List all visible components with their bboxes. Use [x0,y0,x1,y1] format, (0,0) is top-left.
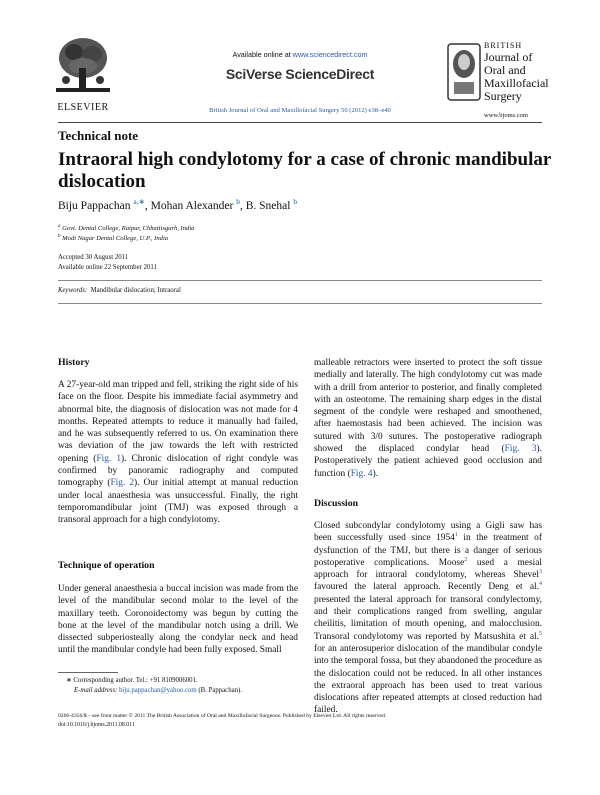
author-1: Biju Pappachan [58,200,131,212]
email-line: E-mail address: biju.pappachan@yahoo.com (B. Pappachan). [74,686,242,694]
affiliation-a: $^a$ Govt. Dental College, Raipur, Chhattisgarh, India [58,223,195,232]
sciencedirect-link[interactable]: www.sciencedirect.com [292,50,368,59]
keywords-bottom-rule [58,303,542,304]
affiliation-b: $^b$ Modi Nagar Dental College, U.P., India [58,233,169,242]
technique-body-col2: malleable retractors were inserted to protect the soft tissue medially and laterally. The high condylotomy cut was made with a drill from anterior to posterior, and finally completed with an osteotome. The remaining sharp edges in the distal segment of the condyle were reshaped and smoothened, after haemostasis had been achieved. The incision was sutured with 3/0 sutures. The postoperative radiograph showed the displaced condylar head (Fig. 3). Postoperatively the patient achieved good occlusion and function (Fig. 4). [314,358,542,479]
article-dates [58,253,157,272]
ref-2[interactable]: 2 [464,556,468,563]
header-divider [58,122,542,123]
ref-5[interactable]: 5 [539,630,542,637]
elsevier-wordmark: ELSEVIER [57,102,109,113]
technique-heading: Technique of operation [58,560,155,571]
journal-crest-icon [446,42,482,102]
accepted-date: Accepted 30 August 2011 [58,254,129,261]
doi-link[interactable]: doi:10.1016/j.bjoms.2011.08.011 [58,722,135,728]
keywords: Keywords: Mandibular dislocation; Intraoral [58,287,181,294]
online-date: Available online 22 September 2011 [58,263,157,271]
author-list: Biju Pappachan $^{a,∗}$, Mohan Alexander $^b$, B. Snehal $^b$ [58,197,298,212]
fig3-link[interactable]: Fig. 3 [504,444,537,455]
history-heading: History [58,357,90,368]
article-title: Intraoral high condylotomy for a case of chronic mandibular dislocation [58,149,551,192]
journal-citation[interactable]: British Journal of Oral and Maxillofacial Surgery 50 (2012) e38–e40 [209,107,391,114]
ref-3[interactable]: 3 [539,569,542,576]
corresponding-author: ∗ Corresponding author. Tel.: +91 8109006001. [66,677,198,684]
fig4-link[interactable]: Fig. 4 [350,468,373,479]
sciverse-logo: SciVerse ScienceDirect [225,66,375,82]
journal-title-block: BRITISH Journal of Oral and Maxillofacial Surgery [484,41,549,103]
ref-4[interactable]: 4 [539,581,542,588]
journal-logo [446,34,556,122]
ref-1[interactable]: 1 [454,532,458,539]
copyright-line: 0266-4356/$ – see front matter © 2011 The British Association of Oral and Maxillofacial Surgeons. Published by Elsevier Ltd. All rights reserved. [58,713,387,719]
email-link[interactable]: biju.pappachan@yahoo.com [119,686,197,694]
footnote [66,676,242,695]
available-online: Available online at www.sciencedirect.com [232,50,368,59]
article-type: Technical note [58,128,139,143]
fig2-link[interactable]: Fig. 2 [110,478,135,489]
discussion-body: Closed subcondylar condylotomy using a Gigli saw has been successfully used since 1954$^1$ in the treatment of dysfunction of the TMJ, but there is a danger of serious postoperative complications. Moose$^2$ used a mesial approach for intraoral condylotomy, whereas Shevel$^3$ favoured the lateral approach. Recently Deng et al.$^4$ presented the lateral approach for transoral condylectomy, and their complications ranged from swelling, angular cheilitis, limitation of mouth opening, and malocclusion. Transoral condylotomy was reported by Matsushita et al.$^5$ for an anterosuperior dislocation of the mandibular condyle into the temporal fossa, but they abandoned the procedure as the dislocation could not be reduced. In all other instances the extraoral approach has been used to treat various dislocations after repeated attempts at closed reduction had failed. [314,521,542,716]
journal-url[interactable]: www.bjoms.com [484,112,528,119]
elsevier-tree-icon [52,34,114,96]
affiliations [58,224,194,244]
keywords-top-rule [58,280,542,281]
fig1-link[interactable]: Fig. 1 [96,453,122,464]
footnote-rule [58,672,118,673]
author-2: Mohan Alexander [150,200,234,212]
technique-body-col1: Under general anaesthesia a buccal incision was made from the level of the mandibular second molar to the level of the maxillary teeth. Coronoidectomy was begun by cutting the bone at the level of the mandibular notch using a drill. We dissected subperiosteally along the condylar neck and head until the mandibular condyle had been fully exposed. Small [58,584,298,656]
discussion-heading: Discussion [314,498,359,509]
author-3: B. Snehal [245,200,291,212]
history-body: A 27-year-old man tripped and fell, striking the right side of his face on the floor. Despite his immediate facial asymmetry and abnormal bite, the diagnosis of dislocation was not made for 4 months. Repeated attempts to reduce it manually had failed, and he was subsequently referred to us. On examination there was deviation of the jaw towards the left with restricted opening (Fig. 1). Chronic dislocation of right condyle was confirmed by panoramic radiography and computed tomography (Fig. 2). Our initial attempt at manual reduction under local anaesthesia was unsuccessful. Finally, the right temporomandibular joint (TMJ) was exposed through a transoral approach for a high condylotomy. [58,380,299,526]
elsevier-logo [52,34,114,113]
